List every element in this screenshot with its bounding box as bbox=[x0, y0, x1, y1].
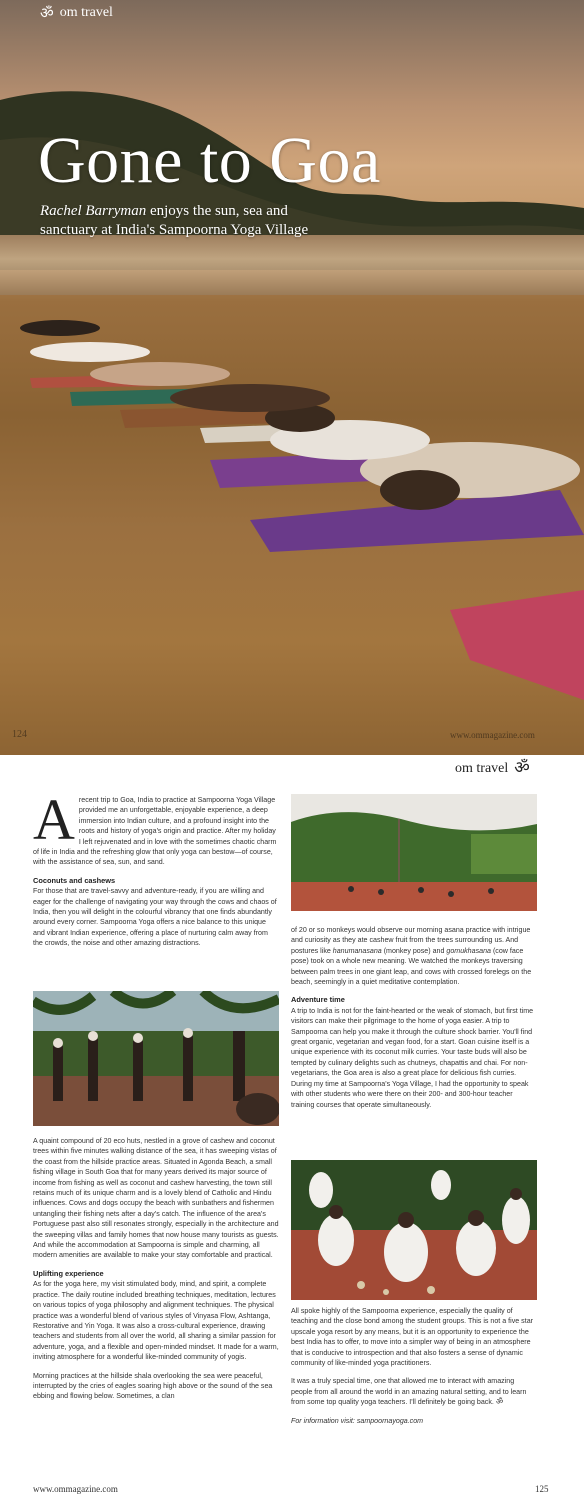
end-om-icon: ॐ bbox=[495, 1397, 504, 1407]
article-standfirst bbox=[40, 202, 340, 240]
pose-gomukhasana: gomukhasana bbox=[446, 946, 491, 955]
monkeys-text-2: (monkey pose) and bbox=[381, 946, 447, 955]
heading-adventure: Adventure time bbox=[291, 995, 345, 1005]
sea bbox=[0, 235, 584, 295]
photo-grove-class bbox=[33, 991, 279, 1126]
paragraph-special bbox=[291, 1376, 537, 1407]
page-number-right: 125 bbox=[535, 1484, 549, 1494]
paragraph-spoke: All spoke highly of the Sampoorna experience, especially the quality of teaching and the close bond among the student groups. This is not a five star upscale yoga resort by any means, but it is an opportunity to experience the best India has to offer, to move into a simpler way of being in an atmosphere that is conducive to introspection and that also fosters a sense of dynamic community of like-minded yoga practitioners. bbox=[291, 1307, 533, 1368]
column-right-top bbox=[291, 925, 537, 1118]
paragraph-monkeys bbox=[291, 925, 537, 987]
paragraph-compound: A quaint compound of 20 eco huts, nestled in a grove of cashew and coconut trees within five minutes walking distance of the sea, it has sweeping vistas of the coast from the hillside practice areas. Situated in Agonda Beach, a small fishing village in South Goa that for many years derived its major source of income from fishing as well as coconut and cashew harvesting, the town still retains much of its unique charm and is a lovely blend of Catholic and Hindu influences. Cows and dogs occupy the beach with sunbathers and fishermen untangling their fishing nets after a day's catch. The influence of the area's Portuguese past also still resonates strongly, especially in the architecture and the sweeping villas and family homes that now house many tourists as guests. And while the accommodation at Sampoorna is simple and charming, all modern amenities are available to make your stay comfortable and practical. bbox=[33, 1137, 279, 1260]
paragraph-mornings: Morning practices at the hillside shala overlooking the sea were peaceful, interrupted by the cries of eagles soaring high above or the sound of the sea ebbing and flowing below. Sometimes, a clan bbox=[33, 1371, 273, 1401]
monkeys-text-1: of 20 or so monkeys would observe our morning asana practice with intrigue and curiosity as they ate cashew fruit from the trees surrounding us. And postures like bbox=[291, 926, 531, 955]
photo-students-meditation bbox=[291, 1160, 537, 1300]
brand-header bbox=[40, 5, 113, 21]
om-icon: ॐ bbox=[40, 3, 54, 22]
intro-text: recent trip to Goa, India to practice at Sampoorna Yoga Village provided me an unforgettable, enjoyable experience, a deep immersion into Indian culture, and a profound insight into the roots and history of yoga's origin and practice. After my holiday I left rejuvenated and in love with the sometimes chaotic charm of life in India and the refreshing glow that only yoga can bestow—of course, with the assistance of sea, sun, and sand. bbox=[33, 796, 277, 867]
column-left-bottom bbox=[33, 1136, 279, 1410]
brand-name: om travel bbox=[455, 760, 509, 776]
paragraph-adventure: A trip to India is not for the faint-hearted or the weak of stomach, but first time visitors can make their pilgrimage to the home of yoga easier. A trip to Sampoorna can help you make it through the culture shock barrier. You'll find great organic, vegetarian and vegan food, for a start. Goan cuisine itself is a unique experience with its coconut milk curries. Your taste buds will also be tempted by culinary delights such as chutneys, chapattis and chai. For non-vegetarians, the Goa area is also a great place for delicious fish curries. During my time at Sampoorna's Yoga Village, I had the opportunity to speak with other students who were there on their 200- and 300-hour teacher training courses that operate simultaneously. bbox=[291, 1006, 534, 1109]
footer-url[interactable]: www.ommagazine.com bbox=[33, 1484, 118, 1494]
standfirst-text: enjoys the sun, sea and sanctuary at India's Sampoorna Yoga Village bbox=[40, 203, 309, 238]
brand-name: om travel bbox=[59, 5, 113, 20]
heading-uplifting: Uplifting experience bbox=[33, 1268, 104, 1278]
intro-paragraph bbox=[33, 787, 279, 868]
om-icon: ॐ bbox=[514, 758, 530, 778]
special-text: It was a truly special time, one that allowed me to interact with amazing people from all around the world in an amazing natural setting, and to learn from some top quality yoga teachers. I'll definitely be going back. bbox=[291, 1377, 527, 1407]
hero-url: www.ommagazine.com bbox=[450, 730, 535, 740]
yoga-class-on-beach bbox=[0, 300, 584, 720]
heading-coconuts: Coconuts and cashews bbox=[33, 875, 116, 885]
article-title: Gone to Goa bbox=[38, 124, 381, 197]
author-name: Rachel Barryman bbox=[40, 203, 147, 219]
info-link[interactable]: For information visit: sampoornayoga.com bbox=[291, 1416, 424, 1425]
brand-header-right bbox=[455, 760, 530, 777]
column-right-bottom bbox=[291, 1306, 537, 1434]
info-line bbox=[291, 1416, 537, 1426]
pose-hanumanasana: hanumanasana bbox=[332, 946, 382, 955]
paragraph-coconuts: For those that are travel-savvy and adventure-ready, if you are willing and eager for the challenge of navigating your way through the cows and chaos of India, then you will delight in the colourful vibrancy that one finds abundantly around every corner. Sampoorna Yoga offers a nice balance to this unique and vibrant Indian experience, offering a place of nurturing calm away from the crowds, the noise and other amazing distractions. bbox=[33, 887, 277, 948]
dropcap: A bbox=[33, 787, 75, 852]
page-number-left: 124 bbox=[12, 729, 27, 740]
column-left-top bbox=[33, 787, 279, 957]
paragraph-uplifting: As for the yoga here, my visit stimulated body, mind, and spirit, a complete practice. The daily routine included breathing techniques, meditation, lectures on various topics of yoga philosophy and alignment techniques. The physical practice was a wonderful blend of various styles of Vinyasa Flow, Ashtanga, Restorative and Yin Yoga. It was also a cross-cultural experience, drawing teachers and students from all over the world, all sharing a similar passion for adventure, yoga, and a flexible and open-minded mindset. It made for a warm, inviting atmosphere for a wonderful like-minded community of yogis. bbox=[33, 1280, 279, 1362]
photo-shala-canopy bbox=[291, 794, 537, 911]
monkeys-text-3: (cow face pose) took on a whole new meaning. We watched the monkeys traversing between palm trees in one giant leap, and cows with crossed forelegs on the beach, seemingly in a quiet meditative contemplation. bbox=[291, 946, 532, 987]
